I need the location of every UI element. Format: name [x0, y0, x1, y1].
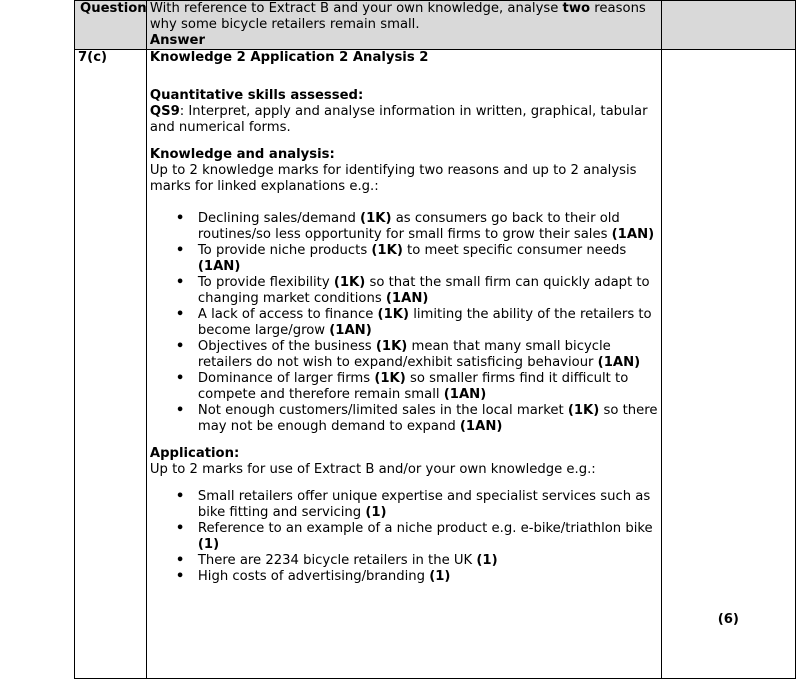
question-label-cell — [75, 1, 147, 50]
list-item: • Reference to an example of a niche product e.g. e-bike/triathlon bike (1) — [150, 521, 658, 553]
list-item: • Dominance of larger firms (1K) so smaller firms find it difficult to compete and therefore remain small (1AN) — [150, 371, 658, 403]
question-text: With reference to Extract B and your own knowledge, analyse two reasons why some bicycle retailers remain small. — [149, 1, 646, 32]
quant-text: QS9: Interpret, apply and analyse information in written, graphical, tabular and numerical forms. — [149, 104, 648, 135]
knowledge-list — [150, 211, 658, 435]
list-item: • Declining sales/demand (1K) as consumers go back to their old routines/so less opportunity for small firms to grow their sales (1AN) — [150, 211, 658, 243]
marks-value: (6) — [717, 612, 739, 627]
answer-row — [75, 50, 796, 679]
list-item: • Small retailers offer unique expertise and specialist services such as bike fitting and servicing (1) — [150, 489, 658, 521]
list-item: • There are 2234 bicycle retailers in the UK (1) — [150, 553, 658, 569]
answer-cell — [146, 50, 661, 679]
list-item: • Not enough customers/limited sales in the local market (1K) so there may not be enough demand to expand (1AN) — [150, 403, 658, 435]
application-heading: Application: — [149, 446, 240, 461]
list-item: • Objectives of the business (1K) mean that many small bicycle retailers do not wish to expand/exhibit satisficing behaviour (1AN) — [150, 339, 658, 371]
question-text-cell — [146, 1, 661, 50]
list-item: • A lack of access to finance (1K) limiting the ability of the retailers to become large/grow (1AN) — [150, 307, 658, 339]
quant-heading: Quantitative skills assessed: — [149, 88, 364, 103]
list-item: • To provide flexibility (1K) so that the small firm can quickly adapt to changing market conditions (1AN) — [150, 275, 658, 307]
marks-cell — [661, 50, 795, 679]
knowledge-heading: Knowledge and analysis: — [149, 147, 335, 162]
application-list — [150, 489, 658, 585]
question-number: 7(c) — [78, 50, 108, 65]
marks-header-cell — [661, 1, 795, 50]
header-row — [75, 1, 796, 50]
list-item: • High costs of advertising/branding (1) — [150, 569, 658, 585]
application-intro: Up to 2 marks for use of Extract B and/or your own knowledge e.g.: — [149, 462, 596, 477]
ao-line: Knowledge 2 Application 2 Analysis 2 — [149, 50, 429, 65]
knowledge-intro: Up to 2 knowledge marks for identifying two reasons and up to 2 analysis marks for linked explanations e.g.: — [149, 163, 637, 194]
knowledge-section — [150, 147, 658, 195]
list-item: • To provide niche products (1K) to meet specific consumer needs (1AN) — [150, 243, 658, 275]
answer-label: Answer — [149, 33, 205, 48]
quant-section — [150, 88, 658, 136]
mark-scheme-table — [74, 0, 796, 679]
question-number-cell — [75, 50, 147, 679]
question-label: Question — [80, 1, 147, 16]
application-section — [150, 446, 658, 478]
